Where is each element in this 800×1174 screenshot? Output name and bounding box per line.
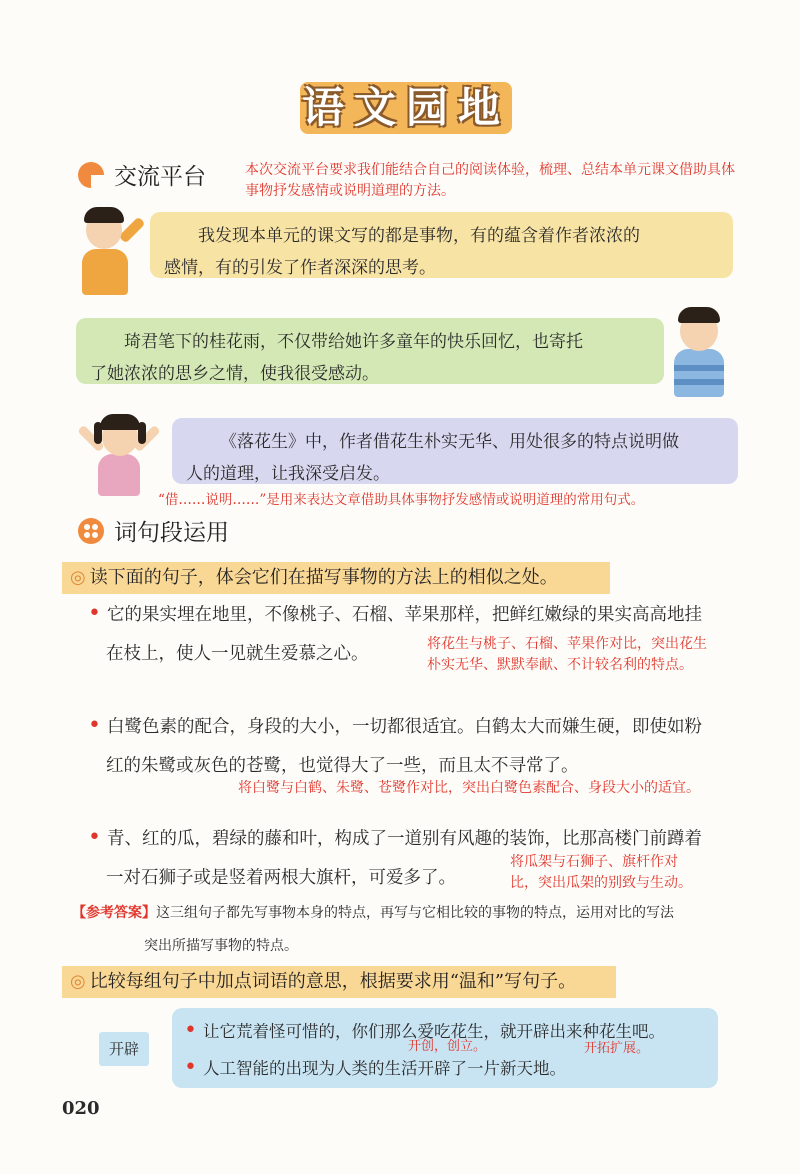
- speech-bubble-2: [76, 318, 664, 384]
- task-1: [62, 562, 610, 594]
- sentence-2: [88, 706, 748, 786]
- flower-icon: [78, 518, 104, 544]
- gloss-2: 开拓扩展。: [584, 1041, 650, 1056]
- sentence-2-note: 将白鹭与白鹤、朱鹭、苍鹭作对比，突出白鹭色素配合、身段大小的适宜。: [238, 780, 700, 796]
- answer-tag: 【参考答案】: [72, 905, 156, 921]
- section-title: 交流平台: [114, 164, 206, 190]
- task-text: 比较每组句子中加点词语的意思，根据要求用“温和”写句子。: [89, 971, 577, 992]
- bullet-dot-icon: •: [88, 825, 101, 850]
- sentence-line: 在枝上，使人一见就生爱慕之心。: [106, 644, 369, 664]
- boy-sweater-illustration: [670, 305, 730, 397]
- example-line: 人工智能的出现为人类的生活开辟了一片新天地。: [202, 1059, 566, 1078]
- double-circle-icon: ◎: [70, 971, 86, 992]
- speech-bubble-3: [172, 418, 738, 484]
- sentence-pattern-note: “借……说明……”是用来表达文章借助具体事物抒发感情或说明道理的常用句式。: [158, 492, 645, 508]
- answer-line: 突出所描写事物的特点。: [144, 938, 298, 954]
- bullet-dot-icon: •: [88, 601, 101, 626]
- sentence-line: 它的果实埋在地里，不像桃子、石榴、苹果那样，把鲜红嫩绿的果实高高地挂: [106, 605, 702, 625]
- sentence-1-note: [427, 634, 747, 676]
- note-line: 将花生与桃子、石榴、苹果作对比，突出花生: [427, 636, 707, 652]
- sentence-line: 红的朱鹭或灰色的苍鹭，也觉得大了一些，而且太不寻常了。: [106, 756, 579, 776]
- section-header-usage: [78, 514, 229, 547]
- sentence-3-note: [510, 852, 740, 894]
- quarter-circle-icon: [78, 162, 104, 188]
- bubble-line: 了她浓浓的思乡之情，使我很受感动。: [90, 364, 379, 384]
- bubble-line: 人的道理，让我深受启发。: [186, 464, 390, 484]
- answer-line: 这三组句子都先写事物本身的特点，再写与它相比较的事物的特点，运用对比的写法: [156, 905, 674, 921]
- reference-answer: [72, 900, 752, 960]
- bubble-line: 琦君笔下的桂花雨，不仅带给她许多童年的快乐回忆，也寄托: [124, 332, 583, 352]
- bubble-line: 感情，有的引发了作者深深的思考。: [164, 258, 436, 278]
- bubble-line: 我发现本单元的课文写的都是事物，有的蕴含着作者浓浓的: [198, 226, 640, 246]
- bullet-dot-icon: •: [184, 1055, 197, 1080]
- sentence-line: 白鹭色素的配合，身段的大小，一切都很适宜。白鹤太大而嫌生硬，即使如粉: [106, 717, 702, 737]
- boy-pointing-illustration: [74, 205, 154, 295]
- task-2: [62, 966, 616, 998]
- section-title: 词句段运用: [114, 520, 229, 546]
- sentence-line: 一对石狮子或是竖着两根大旗杆，可爱多了。: [106, 868, 456, 888]
- page-number: 020: [62, 1098, 100, 1119]
- page-title-block: [300, 78, 512, 138]
- section-intro-note: 本次交流平台要求我们能结合自己的阅读体验，梳理、总结本单元课文借助具体事物抒发感情或说明道理的方法。: [245, 162, 735, 199]
- bubble-line: 《落花生》中，作者借花生朴实无华、用处很多的特点说明做: [220, 432, 679, 452]
- word-label: 开辟: [99, 1032, 149, 1066]
- note-line: 比，突出瓜架的别致与生动。: [510, 875, 692, 891]
- girl-cheering-illustration: [72, 410, 168, 496]
- note-line: 将瓜架与石狮子、旗杆作对: [510, 854, 678, 870]
- task-text: 读下面的句子，体会它们在描写事物的方法上的相似之处。: [89, 567, 558, 588]
- section-header-exchange: [78, 158, 206, 191]
- sentence-line: 青、红的瓜，碧绿的藤和叶，构成了一道别有风趣的装饰，比那高楼门前蹲着: [106, 829, 702, 849]
- example-line: 让它荒着怪可惜的，你们那么爱吃花生，就开辟出来种花生吧。: [202, 1022, 665, 1041]
- speech-bubble-1: [150, 212, 733, 278]
- gloss-1: 开创，创立。: [408, 1039, 487, 1054]
- page-title: 语文园地: [301, 83, 510, 132]
- bullet-dot-icon: •: [88, 713, 101, 738]
- double-circle-icon: ◎: [70, 567, 86, 588]
- bullet-dot-icon: •: [184, 1018, 197, 1043]
- note-line: 朴实无华、默默奉献、不计较名利的特点。: [427, 657, 693, 673]
